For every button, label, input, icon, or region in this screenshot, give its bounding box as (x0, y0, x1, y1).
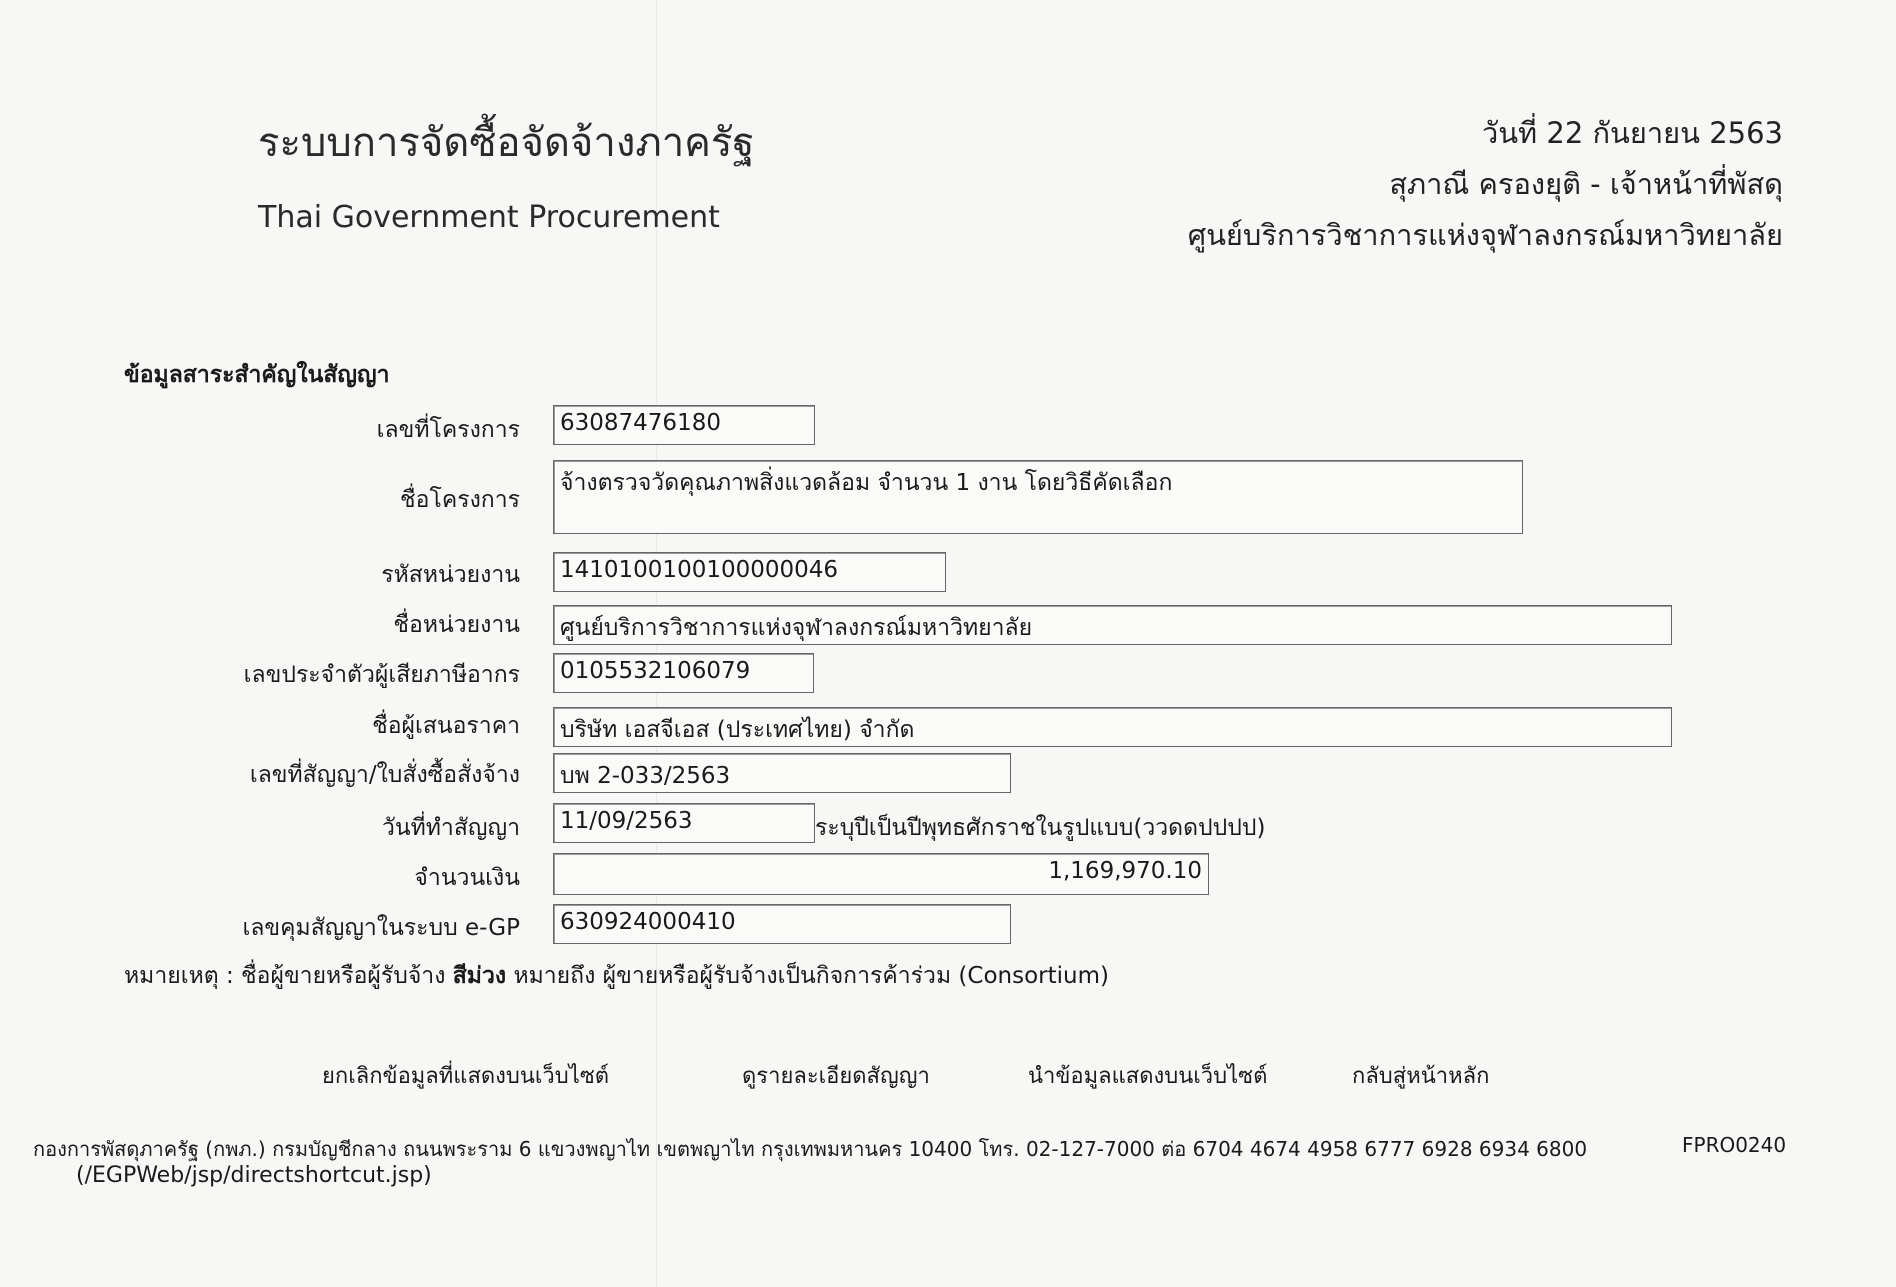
project-name-field[interactable]: จ้างตรวจวัดคุณภาพสิ่งแวดล้อม จำนวน 1 งาน โดยวิธีคัดเลือก (553, 460, 1523, 534)
consortium-note (124, 958, 1109, 994)
contract-no-field[interactable]: บพ 2-033/2563 (553, 753, 1011, 793)
unit-code-field[interactable]: 1410100100100000046 (553, 552, 946, 592)
system-title-en: Thai Government Procurement (258, 200, 720, 235)
back-home-link[interactable]: กลับสู่หน้าหลัก (1352, 1064, 1490, 1089)
amount-field[interactable]: 1,169,970.10 (553, 853, 1209, 895)
footer-url: (/EGPWeb/jsp/directshortcut.jsp) (76, 1163, 432, 1188)
footer-form-code: FPRO0240 (1682, 1133, 1787, 1157)
cancel-web-link[interactable]: ยกเลิกข้อมูลที่แสดงบนเว็บไซต์ (322, 1064, 610, 1089)
label-bidder-name: ชื่อผู้เสนอราคา (372, 713, 520, 739)
footer-address: กองการพัสดุภาครัฐ (กพภ.) กรมบัญชีกลาง ถนนพระราม 6 แขวงพญาไท เขตพญาไท กรุงเทพมหานคร 10400 โทร. 02-127-7000 ต่อ 6704 4674 4958 6777 6928 6934 6800 (33, 1137, 1588, 1161)
label-contract-no: เลขที่สัญญา/ใบสั่งซื้อสั่งจ้าง (249, 762, 520, 788)
bidder-name-field[interactable]: บริษัท เอสจีเอส (ประเทศไทย) จำกัด (553, 707, 1672, 747)
label-egp-no: เลขคุมสัญญาในระบบ e-GP (242, 915, 520, 941)
header-organization: ศูนย์บริการวิชาการแห่งจุฬาลงกรณ์มหาวิทยาลัย (1187, 218, 1783, 252)
label-unit-name: ชื่อหน่วยงาน (393, 612, 520, 638)
label-contract-date: วันที่ทำสัญญา (381, 815, 520, 841)
view-contract-detail-link[interactable]: ดูรายละเอียดสัญญา (742, 1064, 930, 1089)
label-amount: จำนวนเงิน (414, 865, 520, 891)
tax-id-field[interactable]: 0105532106079 (553, 653, 814, 693)
system-title-th: ระบบการจัดซื้อจัดจ้างภาครัฐ (258, 120, 755, 166)
note-suffix: หมายถึง ผู้ขายหรือผู้รับจ้างเป็นกิจการค้าร่วม (Consortium) (513, 963, 1109, 989)
contract-date-field[interactable]: 11/09/2563 (553, 803, 815, 843)
section-title: ข้อมูลสาระสำคัญในสัญญา (124, 362, 390, 388)
note-prefix: หมายเหตุ : ชื่อผู้ขายหรือผู้รับจ้าง (124, 963, 446, 989)
header-info (1188, 108, 1783, 261)
contract-date-hint: ระบุปีเป็นปีพุทธศักราชในรูปแบบ(ววดดปปปป) (815, 815, 1266, 841)
note-highlight: สีม่วง (452, 963, 507, 989)
label-unit-code: รหัสหน่วยงาน (381, 562, 520, 588)
label-project-no: เลขที่โครงการ (376, 417, 520, 443)
unit-name-field[interactable]: ศูนย์บริการวิชาการแห่งจุฬาลงกรณ์มหาวิทยาลัย (553, 605, 1672, 645)
project-no-field[interactable]: 63087476180 (553, 405, 815, 445)
header-date: วันที่ 22 กันยายน 2563 (1481, 116, 1783, 150)
publish-web-link[interactable]: นำข้อมูลแสดงบนเว็บไซต์ (1028, 1064, 1268, 1089)
egp-no-field[interactable]: 630924000410 (553, 904, 1011, 944)
header-user: สุภาณี ครองยุติ - เจ้าหน้าที่พัสดุ (1389, 167, 1783, 201)
label-project-name: ชื่อโครงการ (400, 487, 520, 513)
label-tax-id: เลขประจำตัวผู้เสียภาษีอากร (243, 662, 520, 688)
